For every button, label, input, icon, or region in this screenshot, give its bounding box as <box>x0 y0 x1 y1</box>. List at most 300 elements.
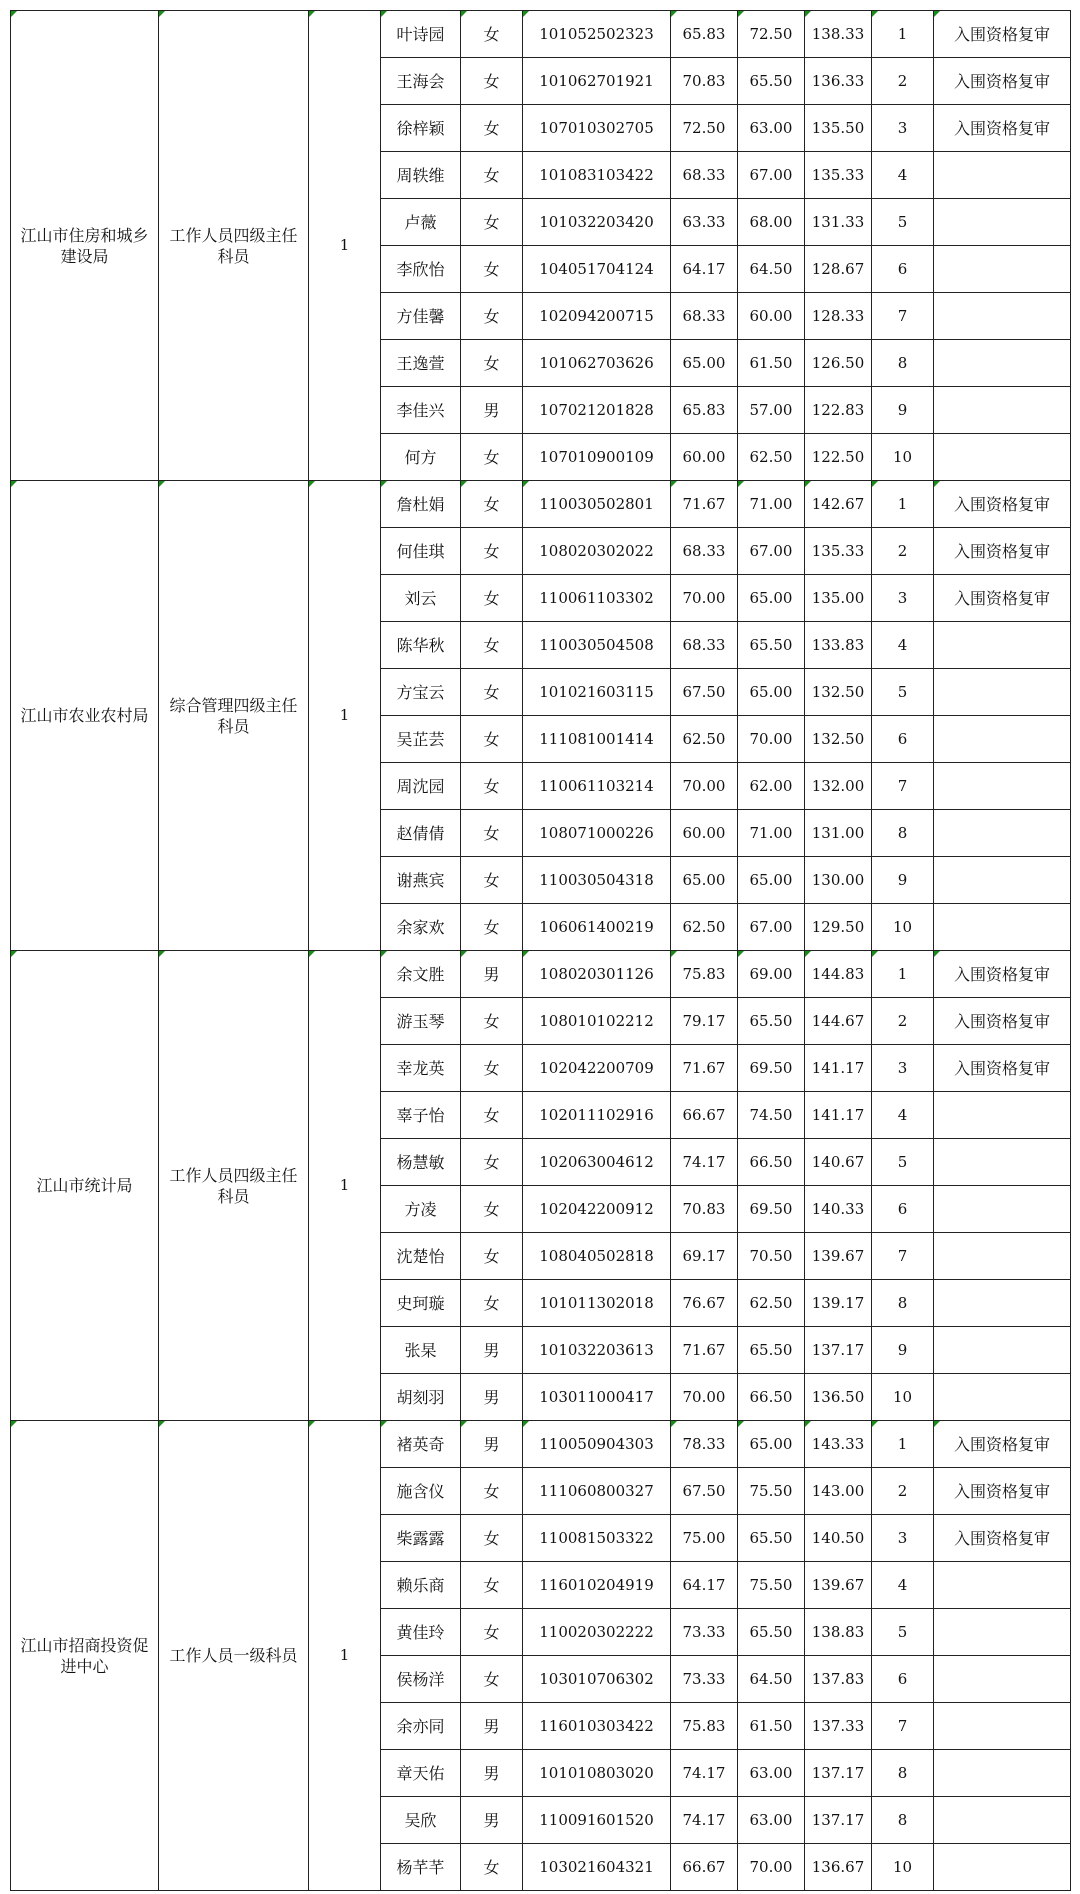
candidate-name: 余文胜 <box>381 951 461 998</box>
candidate-name: 幸龙英 <box>381 1045 461 1092</box>
total-score: 141.17 <box>805 1045 872 1092</box>
exam-id: 101083103422 <box>523 152 671 199</box>
score-2: 69.50 <box>738 1186 805 1233</box>
total-score: 138.83 <box>805 1609 872 1656</box>
score-2: 67.00 <box>738 904 805 951</box>
exam-id: 107021201828 <box>523 387 671 434</box>
score-2: 65.50 <box>738 1327 805 1374</box>
score-1: 62.50 <box>671 716 738 763</box>
score-2: 62.50 <box>738 434 805 481</box>
candidate-gender: 女 <box>461 293 523 340</box>
candidate-name: 褚英奇 <box>381 1421 461 1468</box>
score-1: 68.33 <box>671 528 738 575</box>
exam-id: 102063004612 <box>523 1139 671 1186</box>
total-score: 135.00 <box>805 575 872 622</box>
status-note <box>934 763 1071 810</box>
candidate-gender: 女 <box>461 340 523 387</box>
rank: 4 <box>872 622 934 669</box>
exam-id: 102094200715 <box>523 293 671 340</box>
status-note <box>934 152 1071 199</box>
candidate-name: 胡刻羽 <box>381 1374 461 1421</box>
score-1: 65.00 <box>671 340 738 387</box>
score-2: 61.50 <box>738 1703 805 1750</box>
exam-id: 102011102916 <box>523 1092 671 1139</box>
total-score: 137.17 <box>805 1750 872 1797</box>
status-note <box>934 1844 1071 1891</box>
rank: 10 <box>872 1844 934 1891</box>
rank: 3 <box>872 1515 934 1562</box>
candidate-name: 游玉琴 <box>381 998 461 1045</box>
score-1: 62.50 <box>671 904 738 951</box>
status-note: 入围资格复审 <box>934 998 1071 1045</box>
exam-id: 110030504508 <box>523 622 671 669</box>
score-1: 65.83 <box>671 387 738 434</box>
total-score: 135.33 <box>805 528 872 575</box>
score-1: 71.67 <box>671 481 738 528</box>
exam-id: 102042200912 <box>523 1186 671 1233</box>
rank: 2 <box>872 1468 934 1515</box>
score-1: 68.33 <box>671 622 738 669</box>
total-score: 136.33 <box>805 58 872 105</box>
candidate-gender: 女 <box>461 857 523 904</box>
exam-id: 110061103302 <box>523 575 671 622</box>
quota-cell: 1 <box>309 1421 381 1891</box>
total-score: 141.17 <box>805 1092 872 1139</box>
quota-cell: 1 <box>309 11 381 481</box>
total-score: 135.33 <box>805 152 872 199</box>
status-note: 入围资格复审 <box>934 481 1071 528</box>
status-note: 入围资格复审 <box>934 1515 1071 1562</box>
status-note <box>934 1562 1071 1609</box>
candidate-name: 余亦同 <box>381 1703 461 1750</box>
exam-id: 110050904303 <box>523 1421 671 1468</box>
candidate-name: 方宝云 <box>381 669 461 716</box>
exam-id: 111081001414 <box>523 716 671 763</box>
candidate-gender: 男 <box>461 1703 523 1750</box>
candidate-name: 王海会 <box>381 58 461 105</box>
score-2: 70.50 <box>738 1233 805 1280</box>
score-2: 65.00 <box>738 669 805 716</box>
rank: 4 <box>872 1092 934 1139</box>
status-note <box>934 1374 1071 1421</box>
exam-id: 106061400219 <box>523 904 671 951</box>
status-note <box>934 387 1071 434</box>
candidate-gender: 女 <box>461 58 523 105</box>
status-note <box>934 716 1071 763</box>
score-1: 66.67 <box>671 1844 738 1891</box>
candidate-name: 詹杜娟 <box>381 481 461 528</box>
total-score: 140.33 <box>805 1186 872 1233</box>
score-1: 74.17 <box>671 1139 738 1186</box>
candidate-name: 何佳琪 <box>381 528 461 575</box>
score-2: 64.50 <box>738 1656 805 1703</box>
score-2: 65.50 <box>738 1515 805 1562</box>
rank: 6 <box>872 246 934 293</box>
candidate-gender: 男 <box>461 1750 523 1797</box>
total-score: 128.33 <box>805 293 872 340</box>
candidate-name: 何方 <box>381 434 461 481</box>
rank: 4 <box>872 152 934 199</box>
score-1: 72.50 <box>671 105 738 152</box>
exam-id: 110030502801 <box>523 481 671 528</box>
score-2: 70.00 <box>738 716 805 763</box>
score-2: 57.00 <box>738 387 805 434</box>
candidate-gender: 女 <box>461 1656 523 1703</box>
candidate-name: 杨慧敏 <box>381 1139 461 1186</box>
score-2: 62.50 <box>738 1280 805 1327</box>
candidate-name: 吴欣 <box>381 1797 461 1844</box>
total-score: 137.17 <box>805 1797 872 1844</box>
score-1: 69.17 <box>671 1233 738 1280</box>
candidate-gender: 女 <box>461 434 523 481</box>
score-1: 65.00 <box>671 857 738 904</box>
candidate-gender: 女 <box>461 669 523 716</box>
status-note: 入围资格复审 <box>934 1045 1071 1092</box>
candidate-name: 柴露露 <box>381 1515 461 1562</box>
total-score: 137.17 <box>805 1327 872 1374</box>
score-2: 66.50 <box>738 1139 805 1186</box>
status-note <box>934 1092 1071 1139</box>
exam-id: 110091601520 <box>523 1797 671 1844</box>
rank: 9 <box>872 1327 934 1374</box>
total-score: 139.17 <box>805 1280 872 1327</box>
total-score: 143.00 <box>805 1468 872 1515</box>
score-1: 75.00 <box>671 1515 738 1562</box>
rank: 3 <box>872 1045 934 1092</box>
results-table <box>10 10 1071 1891</box>
candidate-name: 卢薇 <box>381 199 461 246</box>
score-2: 71.00 <box>738 481 805 528</box>
exam-id: 104051704124 <box>523 246 671 293</box>
candidate-gender: 女 <box>461 199 523 246</box>
score-1: 75.83 <box>671 1703 738 1750</box>
candidate-name: 黄佳玲 <box>381 1609 461 1656</box>
score-1: 74.17 <box>671 1797 738 1844</box>
score-2: 65.50 <box>738 998 805 1045</box>
candidate-name: 赵倩倩 <box>381 810 461 857</box>
total-score: 138.33 <box>805 11 872 58</box>
candidate-name: 谢燕宾 <box>381 857 461 904</box>
candidate-name: 李佳兴 <box>381 387 461 434</box>
candidate-name: 章天佑 <box>381 1750 461 1797</box>
rank: 6 <box>872 1656 934 1703</box>
total-score: 128.67 <box>805 246 872 293</box>
rank: 9 <box>872 387 934 434</box>
score-2: 65.50 <box>738 1609 805 1656</box>
candidate-gender: 女 <box>461 1468 523 1515</box>
total-score: 136.67 <box>805 1844 872 1891</box>
status-note: 入围资格复审 <box>934 58 1071 105</box>
rank: 8 <box>872 1280 934 1327</box>
rank: 5 <box>872 1139 934 1186</box>
candidate-gender: 女 <box>461 246 523 293</box>
score-1: 73.33 <box>671 1609 738 1656</box>
score-1: 70.83 <box>671 1186 738 1233</box>
candidate-gender: 男 <box>461 1374 523 1421</box>
candidate-gender: 女 <box>461 1562 523 1609</box>
total-score: 122.83 <box>805 387 872 434</box>
score-2: 65.50 <box>738 58 805 105</box>
exam-id: 108040502818 <box>523 1233 671 1280</box>
rank: 2 <box>872 998 934 1045</box>
quota-cell: 1 <box>309 951 381 1421</box>
exam-id: 110030504318 <box>523 857 671 904</box>
candidate-name: 辜子怡 <box>381 1092 461 1139</box>
exam-id: 110020302222 <box>523 1609 671 1656</box>
rank: 3 <box>872 575 934 622</box>
candidate-gender: 女 <box>461 998 523 1045</box>
score-2: 61.50 <box>738 340 805 387</box>
exam-id: 103021604321 <box>523 1844 671 1891</box>
status-note <box>934 669 1071 716</box>
status-note <box>934 1797 1071 1844</box>
candidate-gender: 女 <box>461 1139 523 1186</box>
department-cell: 江山市农业农村局 <box>11 481 159 951</box>
score-1: 79.17 <box>671 998 738 1045</box>
rank: 7 <box>872 1703 934 1750</box>
exam-id: 110081503322 <box>523 1515 671 1562</box>
score-2: 67.00 <box>738 152 805 199</box>
exam-id: 108071000226 <box>523 810 671 857</box>
candidate-gender: 女 <box>461 810 523 857</box>
candidate-gender: 女 <box>461 716 523 763</box>
candidate-gender: 女 <box>461 1186 523 1233</box>
score-2: 75.50 <box>738 1562 805 1609</box>
exam-id: 101011302018 <box>523 1280 671 1327</box>
exam-id: 102042200709 <box>523 1045 671 1092</box>
candidate-gender: 女 <box>461 763 523 810</box>
candidate-gender: 女 <box>461 1280 523 1327</box>
score-2: 64.50 <box>738 246 805 293</box>
exam-id: 101021603115 <box>523 669 671 716</box>
candidate-gender: 女 <box>461 11 523 58</box>
candidate-name: 刘云 <box>381 575 461 622</box>
status-note <box>934 1609 1071 1656</box>
exam-id: 101010803020 <box>523 1750 671 1797</box>
exam-id: 110061103214 <box>523 763 671 810</box>
exam-id: 101032203613 <box>523 1327 671 1374</box>
candidate-name: 史珂璇 <box>381 1280 461 1327</box>
total-score: 126.50 <box>805 340 872 387</box>
quota-cell: 1 <box>309 481 381 951</box>
candidate-name: 周轶维 <box>381 152 461 199</box>
score-2: 72.50 <box>738 11 805 58</box>
total-score: 137.33 <box>805 1703 872 1750</box>
exam-id: 111060800327 <box>523 1468 671 1515</box>
status-note: 入围资格复审 <box>934 1468 1071 1515</box>
total-score: 140.50 <box>805 1515 872 1562</box>
score-1: 67.50 <box>671 669 738 716</box>
candidate-name: 叶诗园 <box>381 11 461 58</box>
rank: 10 <box>872 434 934 481</box>
rank: 4 <box>872 1562 934 1609</box>
status-note: 入围资格复审 <box>934 11 1071 58</box>
candidate-gender: 女 <box>461 622 523 669</box>
rank: 1 <box>872 951 934 998</box>
candidate-gender: 女 <box>461 105 523 152</box>
department-cell: 江山市统计局 <box>11 951 159 1421</box>
status-note <box>934 904 1071 951</box>
total-score: 137.83 <box>805 1656 872 1703</box>
status-note <box>934 434 1071 481</box>
total-score: 139.67 <box>805 1562 872 1609</box>
status-note: 入围资格复审 <box>934 951 1071 998</box>
rank: 8 <box>872 340 934 387</box>
exam-id: 108020301126 <box>523 951 671 998</box>
status-note <box>934 1703 1071 1750</box>
total-score: 131.00 <box>805 810 872 857</box>
total-score: 131.33 <box>805 199 872 246</box>
score-2: 65.00 <box>738 1421 805 1468</box>
candidate-gender: 男 <box>461 1797 523 1844</box>
department-cell: 江山市住房和城乡建设局 <box>11 11 159 481</box>
score-1: 64.17 <box>671 246 738 293</box>
candidate-name: 张杲 <box>381 1327 461 1374</box>
score-1: 68.33 <box>671 152 738 199</box>
exam-id: 107010302705 <box>523 105 671 152</box>
candidate-name: 陈华秋 <box>381 622 461 669</box>
candidate-name: 徐梓颖 <box>381 105 461 152</box>
score-1: 67.50 <box>671 1468 738 1515</box>
total-score: 132.50 <box>805 669 872 716</box>
score-1: 70.00 <box>671 575 738 622</box>
rank: 1 <box>872 11 934 58</box>
candidate-gender: 男 <box>461 1421 523 1468</box>
total-score: 132.50 <box>805 716 872 763</box>
status-note <box>934 1750 1071 1797</box>
score-1: 60.00 <box>671 434 738 481</box>
score-2: 63.00 <box>738 1797 805 1844</box>
candidate-name: 沈楚怡 <box>381 1233 461 1280</box>
exam-id: 107010900109 <box>523 434 671 481</box>
rank: 7 <box>872 763 934 810</box>
score-2: 65.50 <box>738 622 805 669</box>
candidate-gender: 女 <box>461 1233 523 1280</box>
score-1: 75.83 <box>671 951 738 998</box>
rank: 10 <box>872 1374 934 1421</box>
score-2: 69.00 <box>738 951 805 998</box>
position-cell: 工作人员四级主任科员 <box>159 11 309 481</box>
rank: 5 <box>872 199 934 246</box>
exam-id: 116010303422 <box>523 1703 671 1750</box>
rank: 2 <box>872 528 934 575</box>
total-score: 132.00 <box>805 763 872 810</box>
exam-id: 101062703626 <box>523 340 671 387</box>
score-1: 76.67 <box>671 1280 738 1327</box>
total-score: 143.33 <box>805 1421 872 1468</box>
rank: 6 <box>872 1186 934 1233</box>
rank: 8 <box>872 1797 934 1844</box>
score-1: 78.33 <box>671 1421 738 1468</box>
rank: 6 <box>872 716 934 763</box>
status-note <box>934 1139 1071 1186</box>
total-score: 133.83 <box>805 622 872 669</box>
score-2: 60.00 <box>738 293 805 340</box>
score-1: 70.00 <box>671 1374 738 1421</box>
rank: 8 <box>872 810 934 857</box>
candidate-name: 余家欢 <box>381 904 461 951</box>
score-2: 63.00 <box>738 1750 805 1797</box>
score-1: 68.33 <box>671 293 738 340</box>
total-score: 139.67 <box>805 1233 872 1280</box>
score-1: 66.67 <box>671 1092 738 1139</box>
total-score: 144.83 <box>805 951 872 998</box>
total-score: 130.00 <box>805 857 872 904</box>
position-cell: 工作人员四级主任科员 <box>159 951 309 1421</box>
total-score: 136.50 <box>805 1374 872 1421</box>
total-score: 142.67 <box>805 481 872 528</box>
table-row <box>11 481 1071 528</box>
rank: 9 <box>872 857 934 904</box>
score-2: 62.00 <box>738 763 805 810</box>
total-score: 144.67 <box>805 998 872 1045</box>
exam-id: 108020302022 <box>523 528 671 575</box>
score-1: 65.83 <box>671 11 738 58</box>
candidate-gender: 女 <box>461 1515 523 1562</box>
position-cell: 综合管理四级主任科员 <box>159 481 309 951</box>
rank: 7 <box>872 1233 934 1280</box>
status-note <box>934 1233 1071 1280</box>
status-note <box>934 293 1071 340</box>
score-1: 74.17 <box>671 1750 738 1797</box>
rank: 5 <box>872 669 934 716</box>
status-note <box>934 1186 1071 1233</box>
status-note <box>934 857 1071 904</box>
status-note: 入围资格复审 <box>934 1421 1071 1468</box>
status-note <box>934 1656 1071 1703</box>
score-2: 71.00 <box>738 810 805 857</box>
candidate-gender: 女 <box>461 575 523 622</box>
table-row <box>11 951 1071 998</box>
score-2: 67.00 <box>738 528 805 575</box>
status-note <box>934 246 1071 293</box>
rank: 7 <box>872 293 934 340</box>
candidate-name: 杨芊芊 <box>381 1844 461 1891</box>
candidate-name: 王逸萱 <box>381 340 461 387</box>
candidate-name: 吴芷芸 <box>381 716 461 763</box>
table-row <box>11 1421 1071 1468</box>
status-note <box>934 810 1071 857</box>
rank: 10 <box>872 904 934 951</box>
total-score: 122.50 <box>805 434 872 481</box>
score-2: 68.00 <box>738 199 805 246</box>
candidate-gender: 女 <box>461 528 523 575</box>
score-2: 65.00 <box>738 575 805 622</box>
candidate-name: 方凌 <box>381 1186 461 1233</box>
score-2: 70.00 <box>738 1844 805 1891</box>
table-row <box>11 11 1071 58</box>
candidate-gender: 女 <box>461 1092 523 1139</box>
candidate-name: 方佳馨 <box>381 293 461 340</box>
table-body <box>11 11 1071 1891</box>
status-note: 入围资格复审 <box>934 528 1071 575</box>
candidate-name: 赖乐商 <box>381 1562 461 1609</box>
candidate-name: 周沈园 <box>381 763 461 810</box>
score-1: 60.00 <box>671 810 738 857</box>
score-1: 71.67 <box>671 1045 738 1092</box>
position-cell: 工作人员一级科员 <box>159 1421 309 1891</box>
score-1: 70.00 <box>671 763 738 810</box>
rank: 3 <box>872 105 934 152</box>
total-score: 135.50 <box>805 105 872 152</box>
candidate-gender: 男 <box>461 1327 523 1374</box>
rank: 1 <box>872 481 934 528</box>
status-note <box>934 199 1071 246</box>
candidate-gender: 女 <box>461 1844 523 1891</box>
candidate-gender: 女 <box>461 1045 523 1092</box>
status-note <box>934 1327 1071 1374</box>
candidate-gender: 女 <box>461 1609 523 1656</box>
